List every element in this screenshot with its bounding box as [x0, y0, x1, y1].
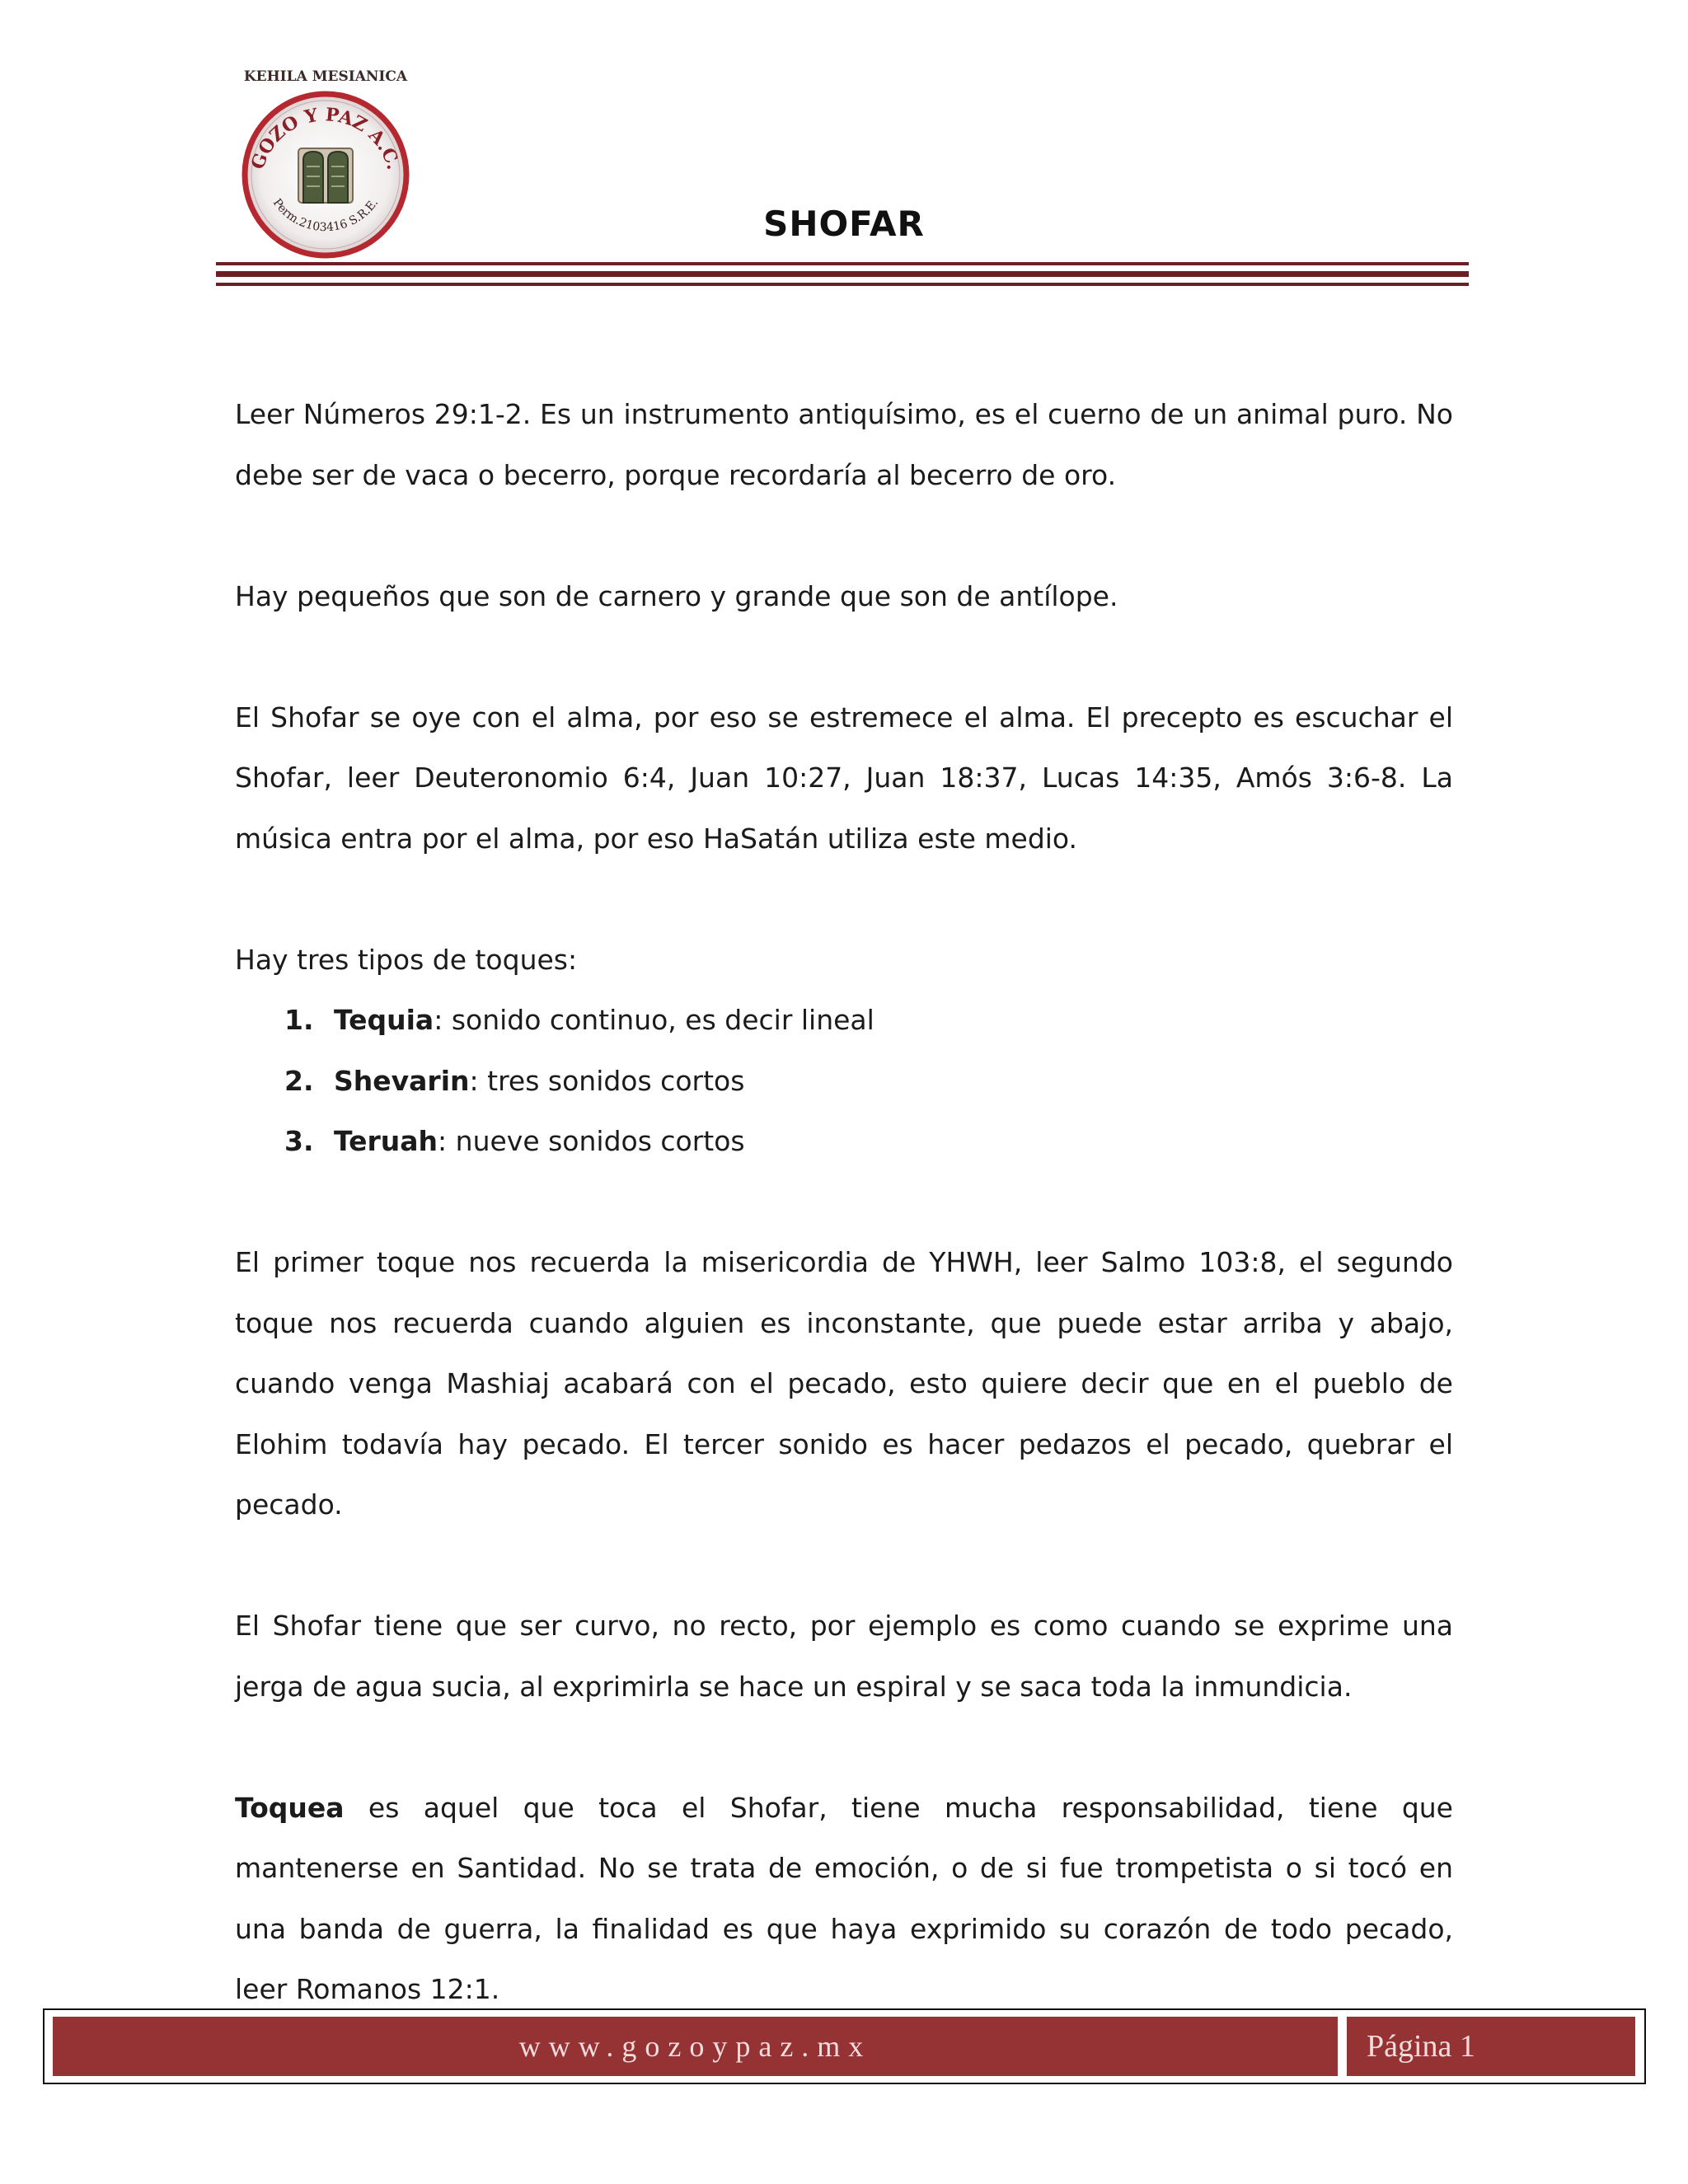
svg-text:Perm.2103416 S.R.E.: Perm.2103416 S.R.E. — [270, 196, 382, 235]
paragraph-text: es aquel que toca el Shofar, tiene mucha responsabilidad, tiene que mantenerse en Santidad. No se trata de emoción, o de si fue trompetista o si tocó en una banda de guerra, la finalidad es que haya exprimido su corazón de todo pecado, leer Romanos 12:1. — [235, 1791, 1453, 2005]
paragraph: El Shofar tiene que ser curvo, no recto, por ejemplo es como cuando se exprime una jerga de agua sucia, al exprimirla se hace un espiral y se saca toda la inmundicia. — [235, 1610, 1453, 1703]
header-divider — [216, 262, 1469, 265]
tone-description: : tres sonidos cortos — [469, 1064, 745, 1097]
list-item — [284, 990, 1453, 1051]
paragraph: El Shofar se oye con el alma, por eso se estremece el alma. El precepto es escuchar el Shofar, leer Deuteronomio 6:4, Juan 10:27, Juan 18:37, Lucas 14:35, Amós 3:6-8. La música entra por el alma, por eso HaSatán utiliza este medio. — [235, 701, 1453, 855]
tone-name: Tequia — [334, 1004, 434, 1036]
document-body — [235, 384, 1453, 2080]
list-number: 2. — [284, 1064, 314, 1097]
page-footer — [43, 2008, 1646, 2084]
footer-page-box — [1347, 2017, 1635, 2076]
tone-name: Shevarin — [334, 1064, 470, 1097]
page-number: Página 1 — [1367, 2029, 1475, 2064]
header-divider — [216, 283, 1469, 286]
tone-description: : nueve sonidos cortos — [438, 1125, 745, 1157]
document-title: SHOFAR — [763, 204, 925, 244]
website-link[interactable]: www.gozoypaz.mx — [518, 2030, 872, 2063]
header-divider — [216, 271, 1469, 277]
paragraph: Leer Números 29:1-2. Es un instrumento antiquísimo, es el cuerno de un animal puro. No debe ser de vaca o becerro, porque recordaría al becerro de oro. — [235, 398, 1453, 491]
list-intro: Hay tres tipos de toques: — [235, 943, 578, 976]
tones-list — [235, 990, 1453, 1172]
list-item — [284, 1111, 1453, 1172]
list-number: 3. — [284, 1125, 314, 1157]
paragraph: El primer toque nos recuerda la misericordia de YHWH, leer Salmo 103:8, el segundo toque nos recuerda cuando alguien es inconstante, que puede estar arriba y abajo, cuando venga Mashiaj acabará con el pecado, esto quiere decir que en el pueblo de Elohim todavía hay pecado. El tercer sonido es hacer pedazos el pecado, quebrar el pecado. — [235, 1246, 1453, 1521]
paragraph: Hay pequeños que son de carnero y grande que son de antílope. — [235, 579, 1118, 612]
list-number: 1. — [284, 1004, 314, 1036]
tone-name: Teruah — [334, 1125, 438, 1157]
svg-text:KEHILA MESIANICA: KEHILA MESIANICA — [243, 68, 408, 85]
footer-url-bar — [53, 2017, 1338, 2076]
paragraph — [235, 1778, 1453, 2020]
tone-description: : sonido continuo, es decir lineal — [434, 1004, 874, 1036]
svg-text:GOZO Y PAZ A.C.: GOZO Y PAZ A.C. — [246, 104, 405, 172]
term-bold: Toquea — [235, 1791, 345, 1824]
list-item — [284, 1051, 1453, 1112]
